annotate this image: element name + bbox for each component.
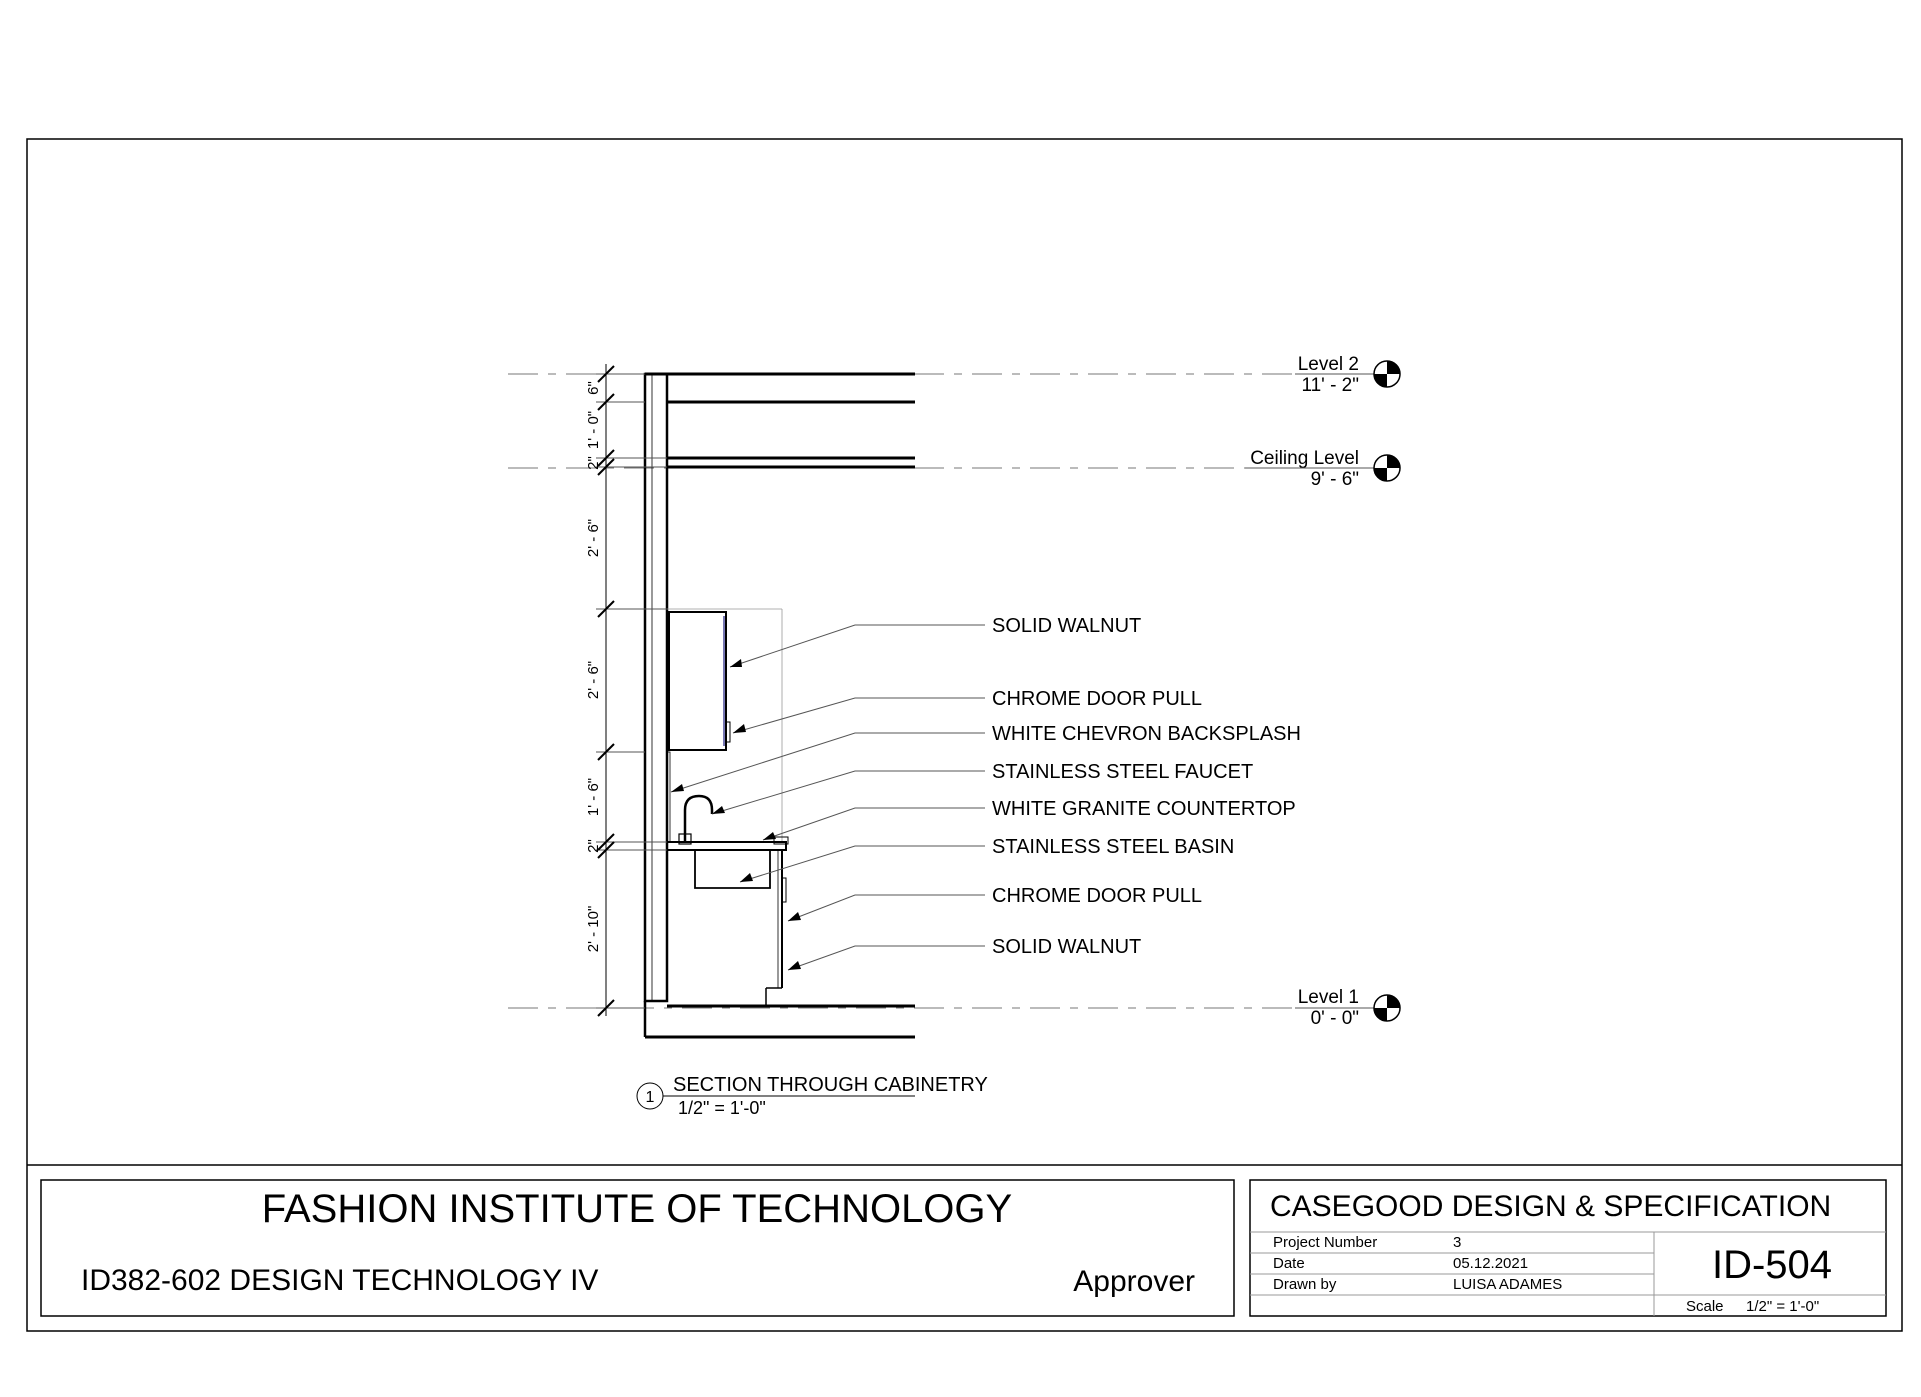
level-elevation: 11' - 2" (1301, 375, 1359, 396)
level-head-level-1 (1295, 987, 1400, 1029)
field-value: 3 (1453, 1234, 1462, 1251)
annotation-label: CHROME DOOR PULL (992, 885, 1203, 907)
institution-name: FASHION INSTITUTE OF TECHNOLOGY (261, 1187, 1013, 1231)
view-number: 1 (645, 1089, 655, 1106)
countertop (667, 842, 786, 850)
view-scale: 1/2" = 1'-0" (678, 1098, 766, 1118)
faucet (685, 796, 712, 842)
level-name: Level 1 (1297, 987, 1359, 1008)
annotation-label: SOLID WALNUT (992, 936, 1142, 958)
sheet-number: ID-504 (1711, 1243, 1833, 1287)
dim-text: 2' - 6" (585, 660, 602, 700)
title-block (41, 1180, 1886, 1316)
level-elevation: 0' - 0" (1310, 1008, 1359, 1029)
project-title: CASEGOOD DESIGN & SPECIFICATION (1270, 1190, 1832, 1223)
field-label: Drawn by (1273, 1276, 1337, 1293)
annotation-label: CHROME DOOR PULL (992, 688, 1203, 710)
field-value: LUISA ADAMES (1453, 1276, 1563, 1293)
basin (695, 850, 770, 888)
scale-value: 1/2" = 1'-0" (1746, 1298, 1820, 1315)
field-value: 05.12.2021 (1453, 1255, 1529, 1272)
section-drawing (508, 354, 1400, 1118)
dim-text: 6" (585, 381, 602, 395)
view-title (637, 1074, 988, 1118)
sheet-border (27, 139, 1902, 1331)
dim-text: 1' - 0" (585, 410, 602, 450)
annotation-label: STAINLESS STEEL BASIN (992, 836, 1235, 858)
level-head-ceiling (1245, 448, 1400, 490)
course-name: ID382-602 DESIGN TECHNOLOGY IV (81, 1264, 599, 1297)
dim-text: 2' - 10" (585, 905, 602, 953)
field-label: Project Number (1273, 1234, 1378, 1251)
dimension-string (596, 364, 667, 1016)
dim-text: 2" (585, 456, 602, 470)
dim-text: 1' - 6" (585, 777, 602, 817)
level-elevation: 9' - 6" (1310, 469, 1359, 490)
level-name: Level 2 (1297, 354, 1359, 375)
annotation-label: STAINLESS STEEL FAUCET (992, 761, 1254, 783)
scale-label: Scale (1686, 1298, 1724, 1315)
annotation-label: WHITE CHEVRON BACKSPLASH (992, 723, 1301, 745)
view-name: SECTION THROUGH CABINETRY (673, 1074, 988, 1096)
level-name: Ceiling Level (1250, 448, 1359, 469)
dim-text: 2' - 6" (585, 518, 602, 558)
annotation-label: WHITE GRANITE COUNTERTOP (992, 798, 1296, 820)
dim-text: 2" (585, 839, 602, 853)
level-head-level-2 (1295, 354, 1400, 396)
approver-label: Approver (1073, 1265, 1195, 1298)
field-label: Date (1273, 1255, 1305, 1272)
leaders (671, 625, 985, 970)
annotation-label: SOLID WALNUT (992, 615, 1142, 637)
